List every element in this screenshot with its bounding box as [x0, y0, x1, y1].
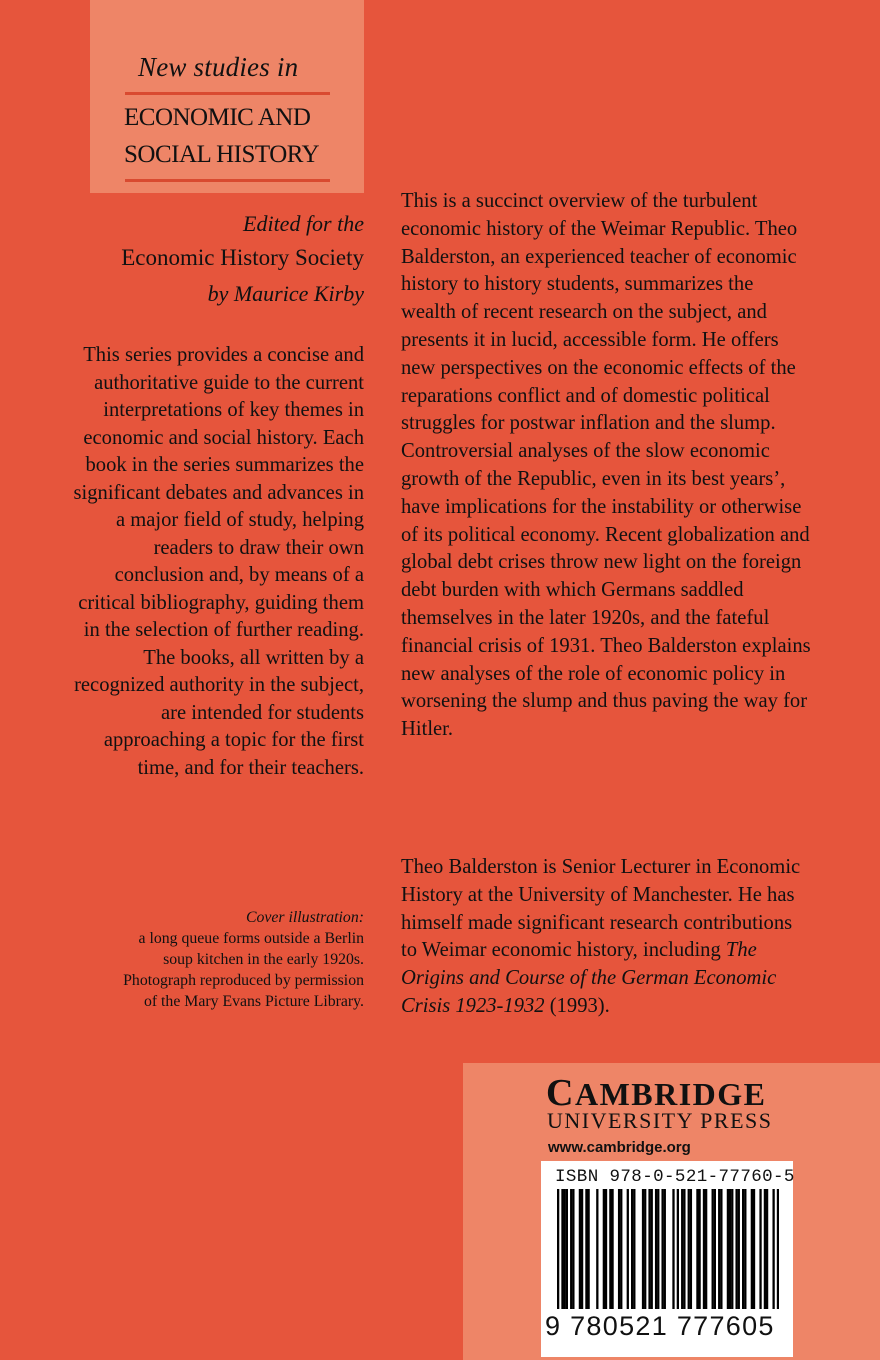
barcode-bar	[753, 1189, 755, 1309]
barcode-bar	[683, 1189, 685, 1309]
barcode-bar	[642, 1189, 644, 1309]
barcode-bar	[609, 1189, 611, 1309]
series-description: This series provides a concise and authoritative guide to the current interpretations of key themes in economic and social history. Each book in the series summarizes the significant debates and advances in a major field of study, helping readers to draw their own conclusion and, by means of a critical bibliography, guiding them in the selection of further reading. The books, all written by a recognized authority in the subject, are intended for students approaching a topic for the first time, and for their teachers.	[73, 344, 364, 779]
barcode-bar	[631, 1189, 633, 1309]
barcode-bar	[644, 1189, 646, 1309]
publisher-subtitle: UNIVERSITY PRESS	[547, 1108, 773, 1133]
barcode-bar	[620, 1189, 622, 1309]
barcode-bar	[661, 1189, 663, 1309]
barcode-bar	[690, 1189, 692, 1309]
cover-credit-label: Cover illustration:	[245, 909, 364, 926]
barcode-bar	[579, 1189, 581, 1309]
barcode-bar	[587, 1189, 589, 1309]
barcode-bar	[751, 1189, 753, 1309]
barcode-bars	[557, 1189, 779, 1309]
barcode-bar	[611, 1189, 613, 1309]
barcode-bar	[705, 1189, 707, 1309]
barcode-bar	[657, 1189, 659, 1309]
barcode-bar	[627, 1189, 629, 1309]
ean-number: 9 780521 777605	[545, 1311, 775, 1341]
barcode-bar	[564, 1189, 566, 1309]
barcode-bar	[655, 1189, 657, 1309]
barcode-bar	[651, 1189, 653, 1309]
barcode-bar	[688, 1189, 690, 1309]
series-rule-bottom	[125, 179, 330, 182]
barcode-bar	[633, 1189, 635, 1309]
series-title-line2: SOCIAL HISTORY	[124, 141, 320, 168]
barcode-bar	[603, 1189, 605, 1309]
barcode-bar	[581, 1189, 583, 1309]
barcode-bar	[672, 1189, 674, 1309]
series-kicker: New studies in	[138, 52, 299, 82]
edited-for-label: Edited for the	[243, 211, 364, 236]
book-blurb: This is a succinct overview of the turbulent economic history of the Weimar Republic. Theo Balderston, an experienced teacher of economic history to history students, summarizes the wealth of recent research on the subject, and presents it in lucid, accessible form. He offers new perspectives on the economic effects of the reparations conflict and of domestic political struggles for postwar inflation and the slump. Controversial analyses of the slow economic growth of the Republic, even in its best years’, have implications for the instability or otherwise of its political economy. Recent globalization and global debt crises throw new light on the foreign debt burden with which Germans saddled themselves in the later 1920s, and the fateful financial crisis of 1931. Theo Balderston explains new analyses of the role of economic policy in worsening the slump and thus paving the way for Hitler.	[401, 190, 811, 741]
barcode-bar	[648, 1189, 650, 1309]
barcode-bar	[572, 1189, 574, 1309]
barcode-bar	[729, 1189, 731, 1309]
barcode-bar	[742, 1189, 744, 1309]
series-banner	[90, 0, 364, 193]
publisher-panel	[463, 1063, 880, 1360]
barcode-bar	[596, 1189, 598, 1309]
barcode-bar	[585, 1189, 587, 1309]
cover-credit-text: a long queue forms outside a Berlin soup kitchen in the early 1920s. Photograph reproduced by permission of the Mary Evans Picture Library.	[123, 930, 364, 1010]
barcode-bar	[727, 1189, 729, 1309]
barcode-bar	[677, 1189, 679, 1309]
publisher-initial: C	[546, 1072, 575, 1114]
barcode-bar	[714, 1189, 716, 1309]
barcode-bar	[698, 1189, 700, 1309]
author-bio	[401, 854, 811, 1021]
barcode-bar	[696, 1189, 698, 1309]
barcode-bar	[772, 1189, 774, 1309]
publisher-url: www.cambridge.org	[548, 1139, 691, 1156]
barcode-bar	[759, 1189, 761, 1309]
barcode-bar	[738, 1189, 740, 1309]
barcode-box	[541, 1161, 793, 1357]
barcode-bar	[766, 1189, 768, 1309]
barcode-bar	[718, 1189, 720, 1309]
isbn-text: ISBN 978-0-521-77760-5	[555, 1167, 795, 1187]
book-year: (1993).	[549, 994, 610, 1017]
barcode-bar	[712, 1189, 714, 1309]
series-editor: by Maurice Kirby	[207, 281, 364, 306]
barcode-bar	[566, 1189, 568, 1309]
barcode-bar	[720, 1189, 722, 1309]
series-title-line1: ECONOMIC AND	[124, 104, 311, 131]
barcode-bar	[703, 1189, 705, 1309]
barcode-bar	[570, 1189, 572, 1309]
barcode-bar	[735, 1189, 737, 1309]
barcode-bar	[605, 1189, 607, 1309]
book-title: The Origins and Course of the German Economic Crisis 1923-1932	[401, 939, 777, 1017]
barcode-bar	[777, 1189, 779, 1309]
barcode-bar	[561, 1189, 563, 1309]
barcode-bar	[618, 1189, 620, 1309]
author-bio-text: Theo Balderston is Senior Lecturer in Economic History at the University of Manchester. He has himself made significant research contributions to Weimar economic history, including	[401, 856, 801, 962]
series-rule-top	[125, 92, 330, 95]
barcode-bar	[731, 1189, 733, 1309]
barcode-bar	[744, 1189, 746, 1309]
publisher-name-rest: AMBRIDGE	[574, 1076, 767, 1112]
society-name: Economic History Society	[121, 245, 364, 270]
cover-credit	[114, 907, 364, 1012]
barcode-bar	[664, 1189, 666, 1309]
barcode-bar	[557, 1189, 559, 1309]
barcode-bar	[681, 1189, 683, 1309]
barcode-bar	[764, 1189, 766, 1309]
